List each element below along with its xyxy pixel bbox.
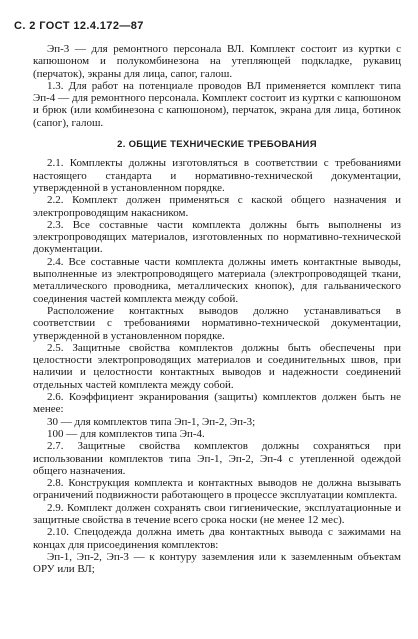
paragraph: 2.2. Комплект должен применяться с каской общего назначения и электропроводящим накасником. — [33, 194, 401, 219]
paragraph: Расположение контактных выводов должно устанавливаться в соответствии с требованиями нормативно-технической документации, утвержденной в установленном порядке. — [33, 304, 401, 342]
coefficient-item: 30 — для комплектов типа Эп-1, Эп-2, Эп-3; — [47, 415, 256, 428]
paragraph: Эп-1, Эп-2, Эп-3 — к контуру заземления или к заземленным объектам ОРУ или ВЛ; — [33, 550, 401, 576]
paragraph: 2.1. Комплекты должны изготовляться в соответствии с требованиями настоящего стандарта и нормативно-технической документации, утвержденной в установленном порядке. — [33, 157, 401, 194]
paragraph: 2.7. Защитные свойства комплектов должны сохраняться при использовании комплектов типа Эп-1, Эп-2, Эп-4 с утепленной одеждой общего назначения. — [33, 440, 401, 477]
coefficient-item: 100 — для комплектов типа Эп-4. — [47, 427, 205, 440]
paragraph: 2.4. Все составные части комплекта должны иметь контактные выводы, выполненные из электропроводящего материала (электропроводящей ткани, металлического проводника, металлических кнопок), для гальванического соединения частей комплекта между собой. — [33, 255, 401, 305]
document-body — [33, 43, 401, 575]
paragraph: 2.10. Спецодежда должна иметь два контактных вывода с зажимами на концах для присоединения комплектов: — [33, 526, 401, 551]
paragraph: Эп-3 — для ремонтного персонала ВЛ. Комплект состоит из куртки с капюшоном и полукомбинезона на утепляющей подкладке, рукавиц (перчаток), экраны для лица, сапог, галош. — [33, 43, 401, 80]
paragraph: 2.9. Комплект должен сохранять свои гигиенические, эксплуатационные и защитные свойства в течение всего срока носки (не менее 12 мес). — [33, 501, 401, 526]
paragraph: 2.6. Коэффициент экранирования (защиты) комплектов должен быть не менее: — [33, 391, 401, 416]
paragraph: 2.8. Конструкция комплекта и контактных выводов не должна вызывать ограничений подвижности работающего в процессе эксплуатации комплекта. — [33, 477, 401, 502]
paragraph: 2.3. Все составные части комплекта должны быть выполнены из электропроводящих материалов, изготовленных по нормативно-технической документации. — [33, 218, 401, 256]
page-header: С. 2 ГОСТ 12.4.172—87 — [14, 20, 144, 32]
paragraph: 2.5. Защитные свойства комплектов должны быть обеспечены при целостности электропроводящих материалов и соединительных швов, при наличии и целостности контактных выводов и надежности соединений отдельных частей комплекта между собой. — [33, 341, 401, 391]
section-title: 2. ОБЩИЕ ТЕХНИЧЕСКИЕ ТРЕБОВАНИЯ — [117, 139, 317, 151]
paragraph: 1.3. Для работ на потенциале проводов ВЛ применяется комплект типа Эп-4 — для ремонтного персонала. Комплект состоит из куртки с капюшоном и брюк (или комбинезона с капюшоном), перчаток, экрана для лица, ботинок (сапог), галош. — [33, 79, 401, 129]
